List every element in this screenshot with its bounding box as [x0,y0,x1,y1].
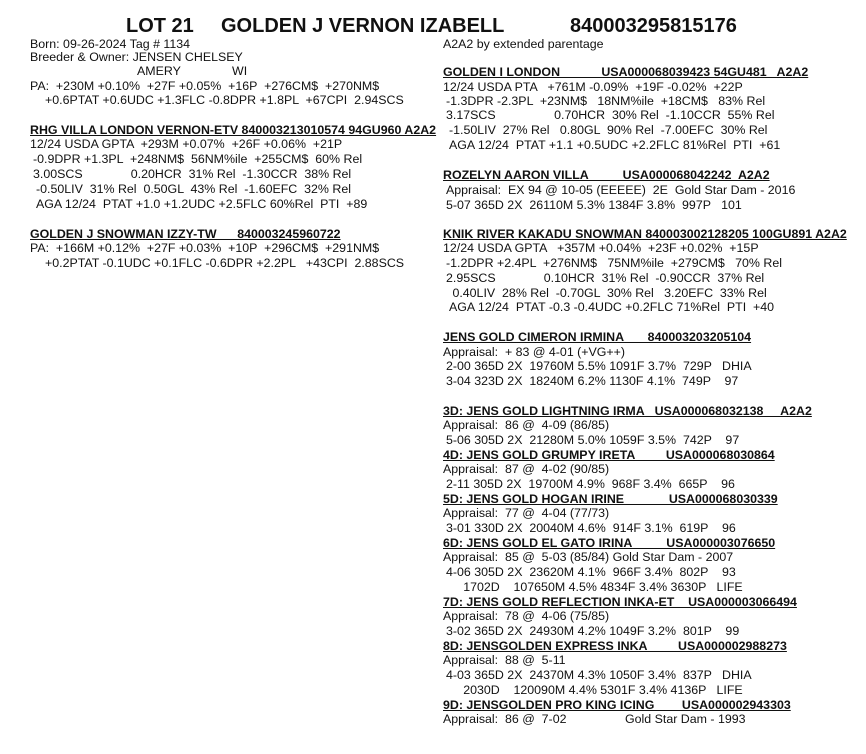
dam-sire-line: 0.40LIV 28% Rel -0.70GL 30% Rel 3.20EFC 33% Rel [449,286,767,300]
breeder-city: AMERY [137,64,181,78]
dam-dam-line: 3-04 323D 2X 18240M 6.2% 1130F 4.1% 749P 97 [446,374,739,388]
sire-line: -0.9DPR +1.3PL +248NM$ 56NM%ile +255CM$ 60% Rel [33,152,363,166]
animal-name: GOLDEN J VERNON IZABELL [221,15,505,37]
family-7d-name: 7D: JENS GOLD REFLECTION INKA-ET USA000003066494 [443,595,797,609]
sire-name: RHG VILLA LONDON VERNON-ETV 840003213010574 94GU960 A2A2 [30,123,437,137]
pa-line-2: +0.6PTAT +0.6UDC +1.3FLC -0.8DPR +1.8PL +67CPI 2.94SCS [45,93,404,107]
sire-sire-line: -1.3DPR -2.3PL +23NM$ 18NM%ile +18CM$ 83% Rel [446,94,766,108]
pa-line-1: PA: +230M +0.10% +27F +0.05% +16P +276CM$ +270NM$ [30,79,380,93]
dam-dam-line: 2-00 365D 2X 19760M 5.5% 1091F 3.7% 729P DHIA [446,359,752,373]
family-6d-name: 6D: JENS GOLD EL GATO IRINA USA000003076650 [443,536,776,550]
family-line: Appraisal: 86 @ 7-02 Gold Star Dam - 1993 [443,712,746,726]
sire-line: AGA 12/24 PTAT +1.0 +1.2UDC +2.5FLC 60%Rel PTI +89 [36,197,368,211]
sire-sire-line: -1.50LIV 27% Rel 0.80GL 90% Rel -7.00EFC 30% Rel [449,123,768,137]
family-line: Appraisal: 87 @ 4-02 (90/85) [443,462,610,476]
sire-sire-line: 3.17SCS 0.70HCR 30% Rel -1.10CCR 55% Rel [446,108,775,122]
family-line: 2030D 120090M 4.4% 5301F 3.4% 4136P LIFE [446,683,743,697]
sire-line: 3.00SCS 0.20HCR 31% Rel -1.30CCR 38% Rel [33,167,352,181]
dam-dam-name: JENS GOLD CIMERON IRMINA 840003203205104 [443,330,752,344]
family-line: Appraisal: 78 @ 4-06 (75/85) [443,609,610,623]
sire-dam-line: 5-07 365D 2X 26110M 5.3% 1384F 3.8% 997P 101 [446,198,742,212]
family-9d-name: 9D: JENSGOLDEN PRO KING ICING USA000002943303 [443,698,791,712]
dam-sire-line: 12/24 USDA GPTA +357M +0.04% +23F +0.02% +15P [443,241,759,255]
dam-line: PA: +166M +0.12% +27F +0.03% +10P +296CM$ +291NM$ [30,241,380,255]
sire-dam-line: Appraisal: EX 94 @ 10-05 (EEEEE) 2E Gold Star Dam - 2016 [446,183,796,197]
sire-sire-name: GOLDEN I LONDON USA000068039423 54GU481 A2A2 [443,65,809,79]
dam-line: +0.2PTAT -0.1UDC +0.1FLC -0.6DPR +2.2PL +43CPI 2.88SCS [45,256,405,270]
family-line: 3-02 365D 2X 24930M 4.2% 1049F 3.2% 801P 99 [446,624,740,638]
breeder-owner: Breeder & Owner: JENSEN CHELSEY [30,50,243,64]
animal-id: 840003295815176 [570,15,737,37]
dam-name: GOLDEN J SNOWMAN IZZY-TW 840003245960722 [30,227,341,241]
sire-sire-line: 12/24 USDA PTA +761M -0.09% +19F -0.02% +22P [443,80,743,94]
family-line: Appraisal: 85 @ 5-03 (85/84) Gold Star Dam - 2007 [443,550,734,564]
sire-line: -0.50LIV 31% Rel 0.50GL 43% Rel -1.60EFC 32% Rel [36,182,351,196]
dam-sire-line: -1.2DPR +2.4PL +276NM$ 75NM%ile +279CM$ 70% Rel [446,256,782,270]
dam-sire-line: AGA 12/24 PTAT -0.3 -0.4UDC +0.2FLC 71%Rel PTI +40 [449,300,775,314]
sire-dam-name: ROZELYN AARON VILLA USA000068042242 A2A2 [443,168,770,182]
family-line: Appraisal: 88 @ 5-11 [443,653,566,667]
born-tag: Born: 09-26-2024 Tag # 1134 [30,37,191,51]
family-4d-name: 4D: JENS GOLD GRUMPY IRETA USA000068030864 [443,448,775,462]
family-line: 1702D 107650M 4.5% 4834F 3.4% 3630P LIFE [446,580,743,594]
sire-sire-line: AGA 12/24 PTAT +1.1 +0.5UDC +2.2FLC 81%Rel PTI +61 [449,138,781,152]
family-line: Appraisal: 86 @ 4-09 (86/85) [443,418,610,432]
family-line: 4-03 365D 2X 24370M 4.3% 1050F 3.4% 837P DHIA [446,668,752,682]
parentage-note: A2A2 by extended parentage [443,37,604,51]
dam-dam-line: Appraisal: + 83 @ 4-01 (+VG++) [443,345,626,359]
family-line: 5-06 305D 2X 21280M 5.0% 1059F 3.5% 742P 97 [446,433,740,447]
sire-line: 12/24 USDA GPTA +293M +0.07% +26F +0.06% +21P [30,137,343,151]
family-line: 3-01 330D 2X 20040M 4.6% 914F 3.1% 619P 96 [446,521,736,535]
dam-sire-line: 2.95SCS 0.10HCR 31% Rel -0.90CCR 37% Rel [446,271,765,285]
family-line: Appraisal: 77 @ 4-04 (77/73) [443,506,610,520]
family-line: 2-11 305D 2X 19700M 4.9% 968F 3.4% 665P 96 [446,477,735,491]
dam-sire-name: KNIK RIVER KAKADU SNOWMAN 840003002128205 100GU891 A2A2 [443,227,847,241]
family-3d-name: 3D: JENS GOLD LIGHTNING IRMA USA000068032138 A2A2 [443,404,812,418]
family-5d-name: 5D: JENS GOLD HOGAN IRINE USA000068030339 [443,492,778,506]
breeder-state: WI [232,64,248,78]
lot-number: LOT 21 [126,15,194,37]
family-8d-name: 8D: JENSGOLDEN EXPRESS INKA USA000002988273 [443,639,787,653]
family-line: 4-06 305D 2X 23620M 4.1% 966F 3.4% 802P 93 [446,565,736,579]
